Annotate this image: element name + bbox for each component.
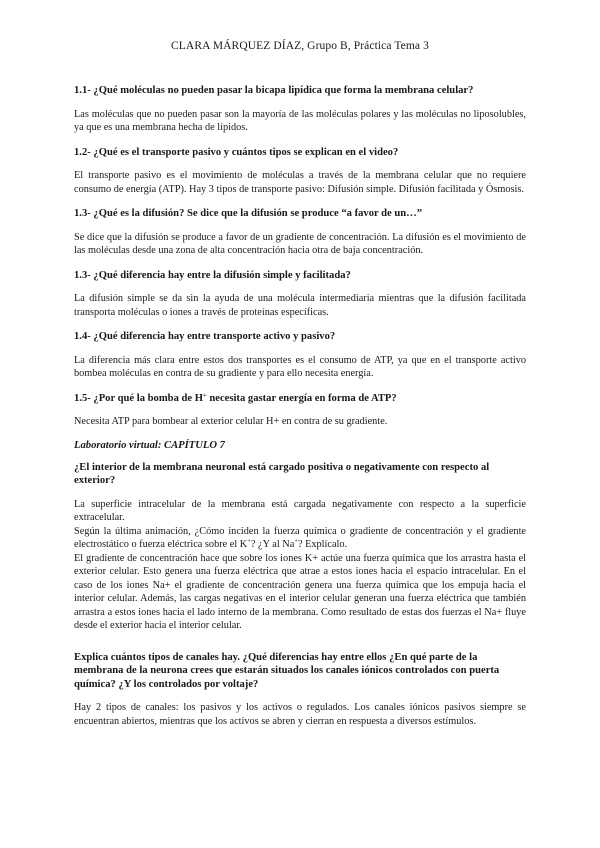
answer-membrane-charge: La superficie intracelular de la membrana está cargada negativamente con respecto a la superficie extracelular. (74, 498, 526, 523)
document-body (74, 84, 526, 728)
answer-channels: Hay 2 tipos de canales: los pasivos y los activos o regulados. Los canales iónicos pasivos siempre se encuentran abiertos, mientras que los activos se abren y cierran en respuesta a diversos estímulos. (74, 702, 526, 727)
question-1-1: 1.1- ¿Qué moléculas no pueden pasar la bicapa lipídica que forma la membrana celular? (74, 85, 474, 96)
question-1-3-simple-vs-facilitated: 1.3- ¿Qué diferencia hay entre la difusión simple y facilitada? (74, 269, 351, 281)
answer-1-5: Necesita ATP para bombear al exterior celular H+ en contra de su gradiente. (74, 416, 388, 427)
question-1-2: 1.2- ¿Qué es el transporte pasivo y cuántos tipos se explican en el video? (74, 146, 399, 158)
answer-1-4: La diferencia más clara entre estos dos transportes es el consumo de ATP, ya que en el transporte activo bombea moléculas en contra de su gradiente y para ello necesita energía. (74, 354, 526, 379)
question-1-5: 1.5- ¿Por qué la bomba de H+ necesita gastar energía en forma de ATP? (74, 391, 397, 404)
answer-1-3-diffusion: Se dice que la difusión se produce a favor de un gradiente de concentración. La difusión es el movimiento de las moléculas desde una zona de alta concentración hacia otra de baja concentración. (74, 231, 526, 256)
question-forces: Según la última animación, ¿Cómo inciden la fuerza química o gradiente de concentración y el gradiente electrostático o fuerza eléctrica sobre el K+? ¿Y al Na+? Explícalo. (74, 525, 526, 550)
page-header: CLARA MÁRQUEZ DÍAZ, Grupo B, Práctica Tema 3 (171, 40, 429, 52)
question-1-4: 1.4- ¿Qué diferencia hay entre transporte activo y pasivo? (74, 331, 336, 342)
question-1-3-diffusion: 1.3- ¿Qué es la difusión? Se dice que la difusión se produce “a favor de un…” (74, 208, 423, 219)
answer-1-3-simple-vs-facilitated: La difusión simple se da sin la ayuda de una molécula intermediaria mientras que la difusión facilitada transporta moléculas o iones a través de proteínas específicas. (74, 293, 526, 318)
question-membrane-charge: ¿El interior de la membrana neuronal está cargado positiva o negativamente con respecto al exterior? (74, 461, 490, 486)
spacer (74, 633, 526, 651)
question-channels: Explica cuántos tipos de canales hay. ¿Qué diferencias hay entre ellos ¿En qué parte de la membrana de la neurona crees que estarán situados los canales iónicos controlados con puerta química? ¿Y los controlados por voltaje? (74, 651, 500, 690)
lab-section-title: Laboratorio virtual: CAPÍTULO 7 (74, 439, 225, 451)
answer-1-1: Las moléculas que no pueden pasar son la mayoría de las moléculas polares y las moléculas no liposolubles, ya que es una membrana hecha de lípidos. (74, 108, 526, 133)
answer-1-2: El transporte pasivo es el movimiento de moléculas a través de la membrana celular que no requiere consumo de energía (ATP). Hay 3 tipos de transporte pasivo: Difusión simple. Difusión facilitada y Ósmosis. (74, 170, 526, 195)
answer-forces: El gradiente de concentración hace que sobre los iones K+ actúe una fuerza química que los arrastra hasta el exterior celular. Esto genera una fuerza eléctrica que atrae a estos iones hacia el espacio intracelular. En el caso de los iones Na+ el gradiente de concentración genera una fuerza química que los empuja hacia el interior celular. Además, las cargas negativas en el interior celular generan una fuerza eléctrica que también arrastra a estos iones hacia el lado interno de la membrana. Como resultado de estas dos fuerzas el Na+ fluye desde el exterior hacia el interior celular. (74, 552, 526, 631)
